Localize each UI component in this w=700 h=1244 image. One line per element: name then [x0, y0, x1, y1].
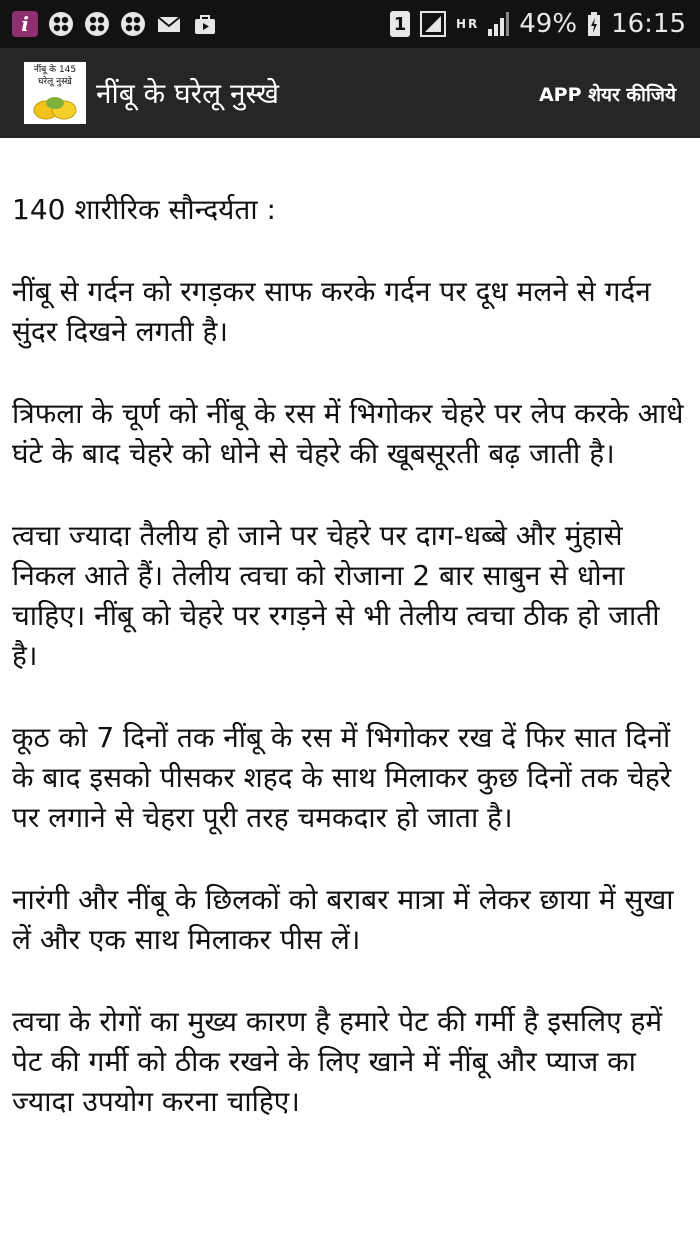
cellular-signal-icon — [487, 11, 509, 37]
clover-notification-icon — [48, 11, 74, 37]
lemons-icon — [24, 62, 86, 124]
paragraph: त्वचा के रोगों का मुख्य कारण है हमारे पेट की गर्मी है इसलिए हमें पेट की गर्मी को ठीक रखने के लिए खाने में नींबू और प्याज का ज्यादा उपयोग करना चाहिए। — [12, 1005, 663, 1118]
signal-icon — [420, 11, 446, 37]
shopping-bag-icon — [192, 11, 218, 37]
status-bar — [0, 0, 700, 48]
article-heading: 140 शारीरिक सौन्दर्यता : — [12, 193, 276, 226]
app-bar — [0, 48, 700, 138]
battery-icon — [587, 11, 601, 37]
paragraph: कूठ को 7 दिनों तक नींबू के रस में भिगोकर रख दें फिर सात दिनों के बाद इसको पीसकर शहद के साथ मिलाकर कुछ दिनों तक चेहरे पर लगाने से चेहरा पूरी तरह चमकदार हो जाता है। — [12, 721, 672, 834]
battery-percent: 49% — [519, 9, 578, 39]
clock: 16:15 — [611, 9, 686, 39]
share-app-button[interactable]: APP शेयर कीजिये — [538, 84, 676, 106]
logo-text: नींबू के 145 घरेलू नुस्खे — [33, 65, 77, 87]
app-logo — [24, 62, 86, 124]
paragraph: नारंगी और नींबू के छिलकों को बराबर मात्रा में लेकर छाया में सुखा लें और एक साथ मिलाकर पीस लें। — [12, 883, 674, 956]
article-content — [12, 190, 688, 1164]
app-notification-icon: i — [12, 11, 38, 37]
notification-icons — [12, 8, 218, 40]
clover-notification-icon — [120, 11, 146, 37]
paragraph: नींबू से गर्दन को रगड़कर साफ करके गर्दन पर दूध मलने से गर्दन सुंदर दिखने लगती है। — [12, 275, 651, 348]
clover-notification-icon — [84, 11, 110, 37]
network-type-h: H — [455, 17, 467, 31]
paragraph: त्वचा ज्यादा तैलीय हो जाने पर चेहरे पर दाग-धब्बे और मुंहासे निकल आते हैं। तेलीय त्वचा को रोजाना 2 बार साबुन से धोना चाहिए। नींबू को चेहरे पर रगड़ने से भी तेलीय त्वचा ठीक हो जाती है। — [12, 519, 660, 672]
mail-icon — [156, 11, 182, 37]
sim-card-icon: 1 — [390, 11, 410, 37]
roaming-indicator: R — [468, 17, 478, 31]
paragraph: त्रिफला के चूर्ण को नींबू के रस में भिगोकर चेहरे पर लेप करके आधे घंटे के बाद चेहरे को धोने से चेहरे की खूबसूरती बढ़ जाती है। — [12, 397, 684, 470]
system-status — [390, 8, 686, 40]
app-title: नींबू के घरेलू नुस्खे — [96, 77, 280, 110]
